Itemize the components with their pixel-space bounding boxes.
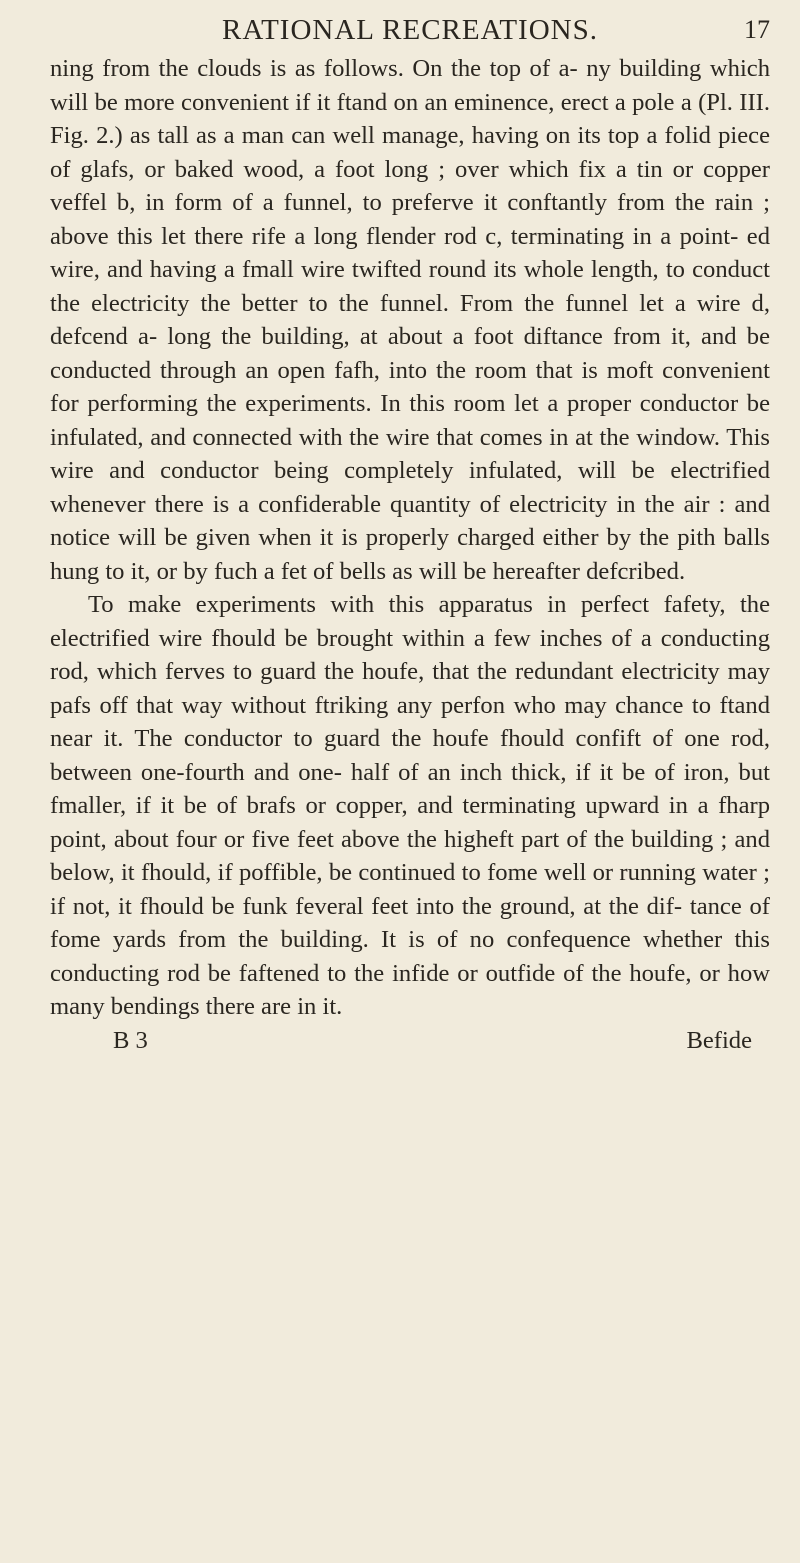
signature-mark: B 3 — [113, 1026, 148, 1054]
running-title: RATIONAL RECREATIONS. — [222, 14, 598, 46]
paragraph-safety-conductor: To make experiments with this apparatus in perfect fafety, the electrified wire fhould be brought within a few inches of a conducting rod, which ferves to guard the houfe, that the redundant electricity may pafs off that way without ftriking any perfon who may chance to ftand near it. The conductor to guard the houfe fhould confift of one rod, between one-fourth and one- half of an inch thick, if it be of iron, but fmaller, if it be of brafs or copper, and terminating upward in a fharp point, about four or five feet above the higheft part of the building ; and below, it fhould, if poffible, be continued to fome well or running water ; if not, it fhould be funk feveral feet into the ground, at the dif- tance of fome yards from the building. It is of no confequence whether this conducting rod be faftened to the infide or outfide of the houfe, or how many bendings there are in it. — [50, 591, 770, 1020]
body-text — [50, 52, 770, 1024]
paragraph-lightning-apparatus: ning from the clouds is as follows. On the top of a- ny building which will be more convenient if it ftand on an eminence, erect a pole a (Pl. III. Fig. 2.) as tall as a man can well manage, having on its top a folid piece of glafs, or baked wood, a foot long ; over which fix a tin or copper veffel b, in form of a funnel, to preferve it conftantly from the rain ; above this let there rife a long flender rod c, terminating in a point- ed wire, and having a fmall wire twifted round its whole length, to conduct the electricity the better to the funnel. From the funnel let a wire d, defcend a- long the building, at about a foot diftance from it, and be conducted through an open fafh, into the room that is moft convenient for performing the experiments. In this room let a proper conductor be infulated, and connected with the wire that comes in at the window. This wire and conductor being completely infulated, will be electrified whenever there is a confiderable quantity of electricity in the air : and notice will be given when it is properly charged either by the pith balls hung to it, or by fuch a fet of bells as will be hereafter defcribed. — [50, 55, 770, 585]
page-footer — [50, 1024, 770, 1058]
page-number: 17 — [744, 15, 770, 44]
running-head — [50, 10, 770, 50]
catchword: Befide — [686, 1026, 752, 1054]
